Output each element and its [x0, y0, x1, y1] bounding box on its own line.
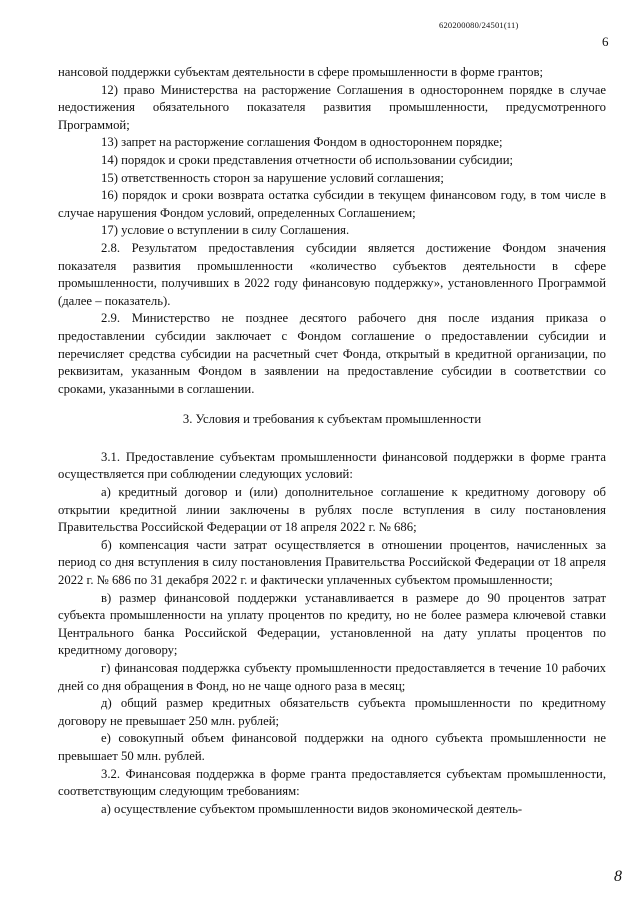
paragraph: б) компенсация части затрат осуществляется в отношении процентов, начисленных за период со дня вступления в силу постановления Правительства Российской Федерации от 18 апреля 2022 г. № 686 по 31 декабря 2022 г. и фактически уплаченных субъектом промышленности; — [58, 537, 606, 588]
paragraph: нансовой поддержки субъектам деятельности в сфере промышленности в форме грантов; — [58, 65, 544, 79]
handwritten-page-mark: 8 — [614, 868, 622, 885]
paragraph: 14) порядок и сроки представления отчетности об использовании субсидии; — [101, 152, 514, 167]
paragraph: 16) порядок и сроки возврата остатка субсидии в текущем финансовом году, в том числе в случае нарушения Фондом условий, определенных Соглашением; — [58, 188, 606, 220]
page-number: 6 — [602, 34, 609, 49]
paragraph: 12) право Министерства на расторжение Соглашения в одностороннем порядке в случае недостижения обязательного показателя развития промышленности, предусмотренного Программой; — [58, 82, 606, 132]
paragraph: 2.9. Министерство не позднее десятого рабочего дня после издания приказа о предоставлении субсидии заключает с Фондом соглашение о предоставлении субсидии и перечисляет средства субсидии на расчетный счет Фонда, открытый в кредитной организации, по реквизитам, указанным Фондом в заявлении на предоставление субсидии в соответствии со сроками, указанными в соглашении. — [58, 311, 606, 396]
paragraph: 17) условие о вступлении в силу Соглашения. — [101, 223, 350, 238]
paragraph: 15) ответственность сторон за нарушение условий соглашения; — [101, 170, 444, 185]
document-body — [58, 64, 606, 818]
section-title: 3. Условия и требования к субъектам промышленности — [182, 412, 482, 427]
paragraph: 3.2. Финансовая поддержка в форме гранта предоставляется субъектам промышленности, соответствующим следующим требованиям: — [58, 766, 606, 799]
document-code: 620200080/24501(11) — [439, 20, 519, 30]
paragraph-group-before — [58, 64, 606, 398]
paragraph: а) осуществление субъектом промышленности видов экономической деятель- — [101, 801, 523, 816]
paragraph: е) совокупный объем финансовой поддержки на одного субъекта промышленности не превышает 50 млн. рублей. — [58, 731, 606, 763]
paragraph-group-after — [58, 449, 606, 818]
paragraph: д) общий размер кредитных обязательств субъекта промышленности по кредитному договору не превышает 250 млн. рублей; — [58, 696, 606, 728]
paragraph: 13) запрет на расторжение соглашения Фондом в одностороннем порядке; — [101, 135, 503, 150]
paragraph: 3.1. Предоставление субъектам промышленности финансовой поддержки в форме гранта осуществляется при соблюдении следующих условий: — [58, 449, 606, 482]
paragraph: а) кредитный договор и (или) дополнительное соглашение к кредитному договору об открытии кредитной линии заключены в рублях после вступления в силу постановления Правительства Российской Федерации от 18 апреля 2022 г. № 686; — [58, 485, 606, 535]
paragraph: г) финансовая поддержка субъекту промышленности предоставляется в течение 10 рабочих дней со дня обращения в Фонд, но не чаще одного раза в месяц; — [58, 661, 606, 693]
paragraph: в) размер финансовой поддержки устанавливается в размере до 90 процентов затрат субъекта промышленности на уплату процентов по кредиту, но не более размера ключевой ставки Центрального банка Российской Федерации, установленной на дату уплаты процентов по кредитному договору; — [58, 590, 606, 658]
paragraph: 2.8. Результатом предоставления субсидии является достижение Фондом значения показателя развития промышленности «количество субъектов деятельности в сфере промышленности, получивших в 2022 году финансовую поддержку», установленного Программой (далее – показатель). — [58, 240, 606, 308]
